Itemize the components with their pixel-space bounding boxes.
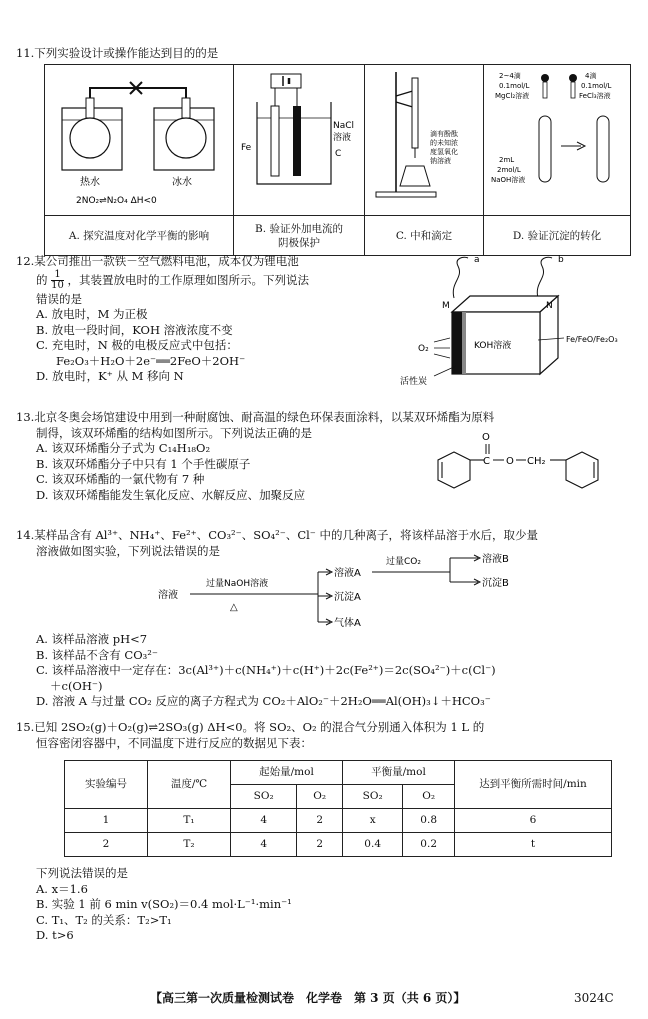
col-initial-amount: 起始量/mol bbox=[231, 761, 343, 785]
conc-3-label: 2mol/L bbox=[497, 166, 521, 174]
q11-figure-d bbox=[484, 65, 631, 216]
fraction-denominator: 10 bbox=[51, 280, 64, 292]
hot-water-label: 热水 bbox=[80, 177, 100, 188]
drops-2-label: 4滴 bbox=[585, 72, 597, 80]
electrode-m-label: M bbox=[442, 301, 450, 311]
q14-stem-line2: 溶液做如图实验，下列说法错误的是 bbox=[36, 543, 220, 558]
wire-a-label: a bbox=[474, 255, 480, 265]
flask-label-line4: 钠溶液 bbox=[430, 157, 451, 165]
q13-option-a: A. 该双环烯酯分子式为 C₁₄H₁₈O₂ bbox=[36, 441, 211, 456]
col-initial-o2: O₂ bbox=[297, 785, 343, 809]
table-row bbox=[65, 809, 612, 833]
col-temperature: 温度/℃ bbox=[148, 761, 231, 809]
question-15-options bbox=[16, 866, 630, 944]
electrode-n-label: N bbox=[546, 301, 553, 311]
fecl3-label: FeCl₃溶液 bbox=[579, 92, 611, 100]
q13-option-d: D. 该双环烯酯能发生氧化反应、水解反应、加聚反应 bbox=[36, 487, 306, 502]
q11-option-b-line2: 阴极保护 bbox=[278, 236, 320, 249]
table-cell: 4 bbox=[231, 833, 297, 857]
equilibrium-equation: 2NO₂⇌N₂O₄ ΔH<0 bbox=[76, 196, 157, 206]
q12-stem2-post: ，其装置放电时的工作原理如图所示。下列说法 bbox=[67, 272, 310, 287]
methylene-group: CH₂ bbox=[527, 456, 546, 467]
question-11 bbox=[16, 46, 630, 62]
flask-label-line1: 滴有酚酞 bbox=[430, 130, 458, 138]
volume-label: 2mL bbox=[499, 156, 515, 164]
ester-oxygen: O bbox=[506, 456, 514, 467]
q11-option-b-line1: B. 验证外加电流的 bbox=[255, 222, 343, 235]
table-cell: 2 bbox=[297, 833, 343, 857]
flow-start-solution: 溶液 bbox=[158, 590, 178, 601]
table-cell: 4 bbox=[231, 809, 297, 833]
q12-stem-line1: 12.某公司推出一款铁－空气燃料电池，成本仅为锂电池 bbox=[16, 254, 299, 268]
equilibrium-flasks-figure bbox=[46, 66, 232, 210]
question-14-options bbox=[16, 632, 630, 710]
titration-figure bbox=[366, 66, 482, 210]
q13-stem-line1: 13.北京冬奥会场馆建设中用到一种耐腐蚀、耐高温的绿色环保表面涂料，以某双环烯酯为原料 bbox=[16, 410, 495, 424]
col-eq-so2: SO₂ bbox=[342, 785, 402, 809]
col-eq-o2: O₂ bbox=[403, 785, 455, 809]
table-cell: 2 bbox=[65, 833, 148, 857]
flow-precipitate-b: 沉淀B bbox=[482, 578, 509, 589]
table-cell: 6 bbox=[455, 809, 612, 833]
iron-electrode-label: Fe bbox=[241, 143, 252, 153]
paper-code: 3024C bbox=[574, 991, 614, 1005]
table-cell: 1 bbox=[65, 809, 148, 833]
flow-heat-symbol: △ bbox=[230, 602, 238, 613]
question-15 bbox=[16, 720, 630, 751]
solution-label: 溶液 bbox=[333, 133, 352, 143]
flask-label-line3: 度氢氧化 bbox=[430, 148, 458, 156]
carbonyl-oxygen: O bbox=[482, 432, 490, 443]
iron-electrode-material-label: Fe/FeO/Fe₂O₃ bbox=[566, 335, 618, 344]
q11-option-a: A. 探究温度对化学平衡的影响 bbox=[45, 216, 234, 256]
flow-solution-b: 溶液B bbox=[482, 554, 509, 565]
q12-option-b: B. 放电一段时间，KOH 溶液浓度不变 bbox=[36, 322, 233, 337]
q12-option-d: D. 放电时，K⁺ 从 M 移向 N bbox=[36, 369, 184, 384]
q15-option-b: B. 实验 1 前 6 min v(SO₂)＝0.4 mol·L⁻¹·min⁻¹ bbox=[36, 897, 292, 912]
q15-stem-line2: 恒容密闭容器中，不同温度下进行反应的数据见下表： bbox=[36, 735, 312, 750]
q11-option-d: D. 验证沉淀的转化 bbox=[484, 216, 631, 256]
col-experiment-id: 实验编号 bbox=[65, 761, 148, 809]
q14-option-a: A. 该样品溶液 pH<7 bbox=[36, 632, 148, 646]
q12-stem2-pre: 的 bbox=[36, 272, 48, 287]
q11-figure-a bbox=[45, 65, 234, 216]
q14-stem-line1: 14.某样品含有 Al³⁺、NH₄⁺、Fe²⁺、CO₃²⁻、SO₄²⁻、Cl⁻ 中的几种离子，将该样品溶于水后，取少量 bbox=[16, 528, 539, 542]
koh-solution-label: KOH溶液 bbox=[474, 341, 512, 351]
ion-test-flowchart bbox=[150, 550, 550, 632]
table-cell: t bbox=[455, 833, 612, 857]
naoh-label: NaOH溶液 bbox=[491, 176, 526, 184]
col-equilibrium-amount: 平衡量/mol bbox=[342, 761, 454, 785]
table-cell: T₂ bbox=[148, 833, 231, 857]
table-cell: x bbox=[342, 809, 402, 833]
col-initial-so2: SO₂ bbox=[231, 785, 297, 809]
q11-figure-b bbox=[234, 65, 365, 216]
table-cell: 0.8 bbox=[403, 809, 455, 833]
q11-figure-c bbox=[365, 65, 484, 216]
table-cell: 0.2 bbox=[403, 833, 455, 857]
q14-option-d: D. 溶液 A 与过量 CO₂ 反应的离子方程式为 CO₂＋AlO₂⁻＋2H₂O══Al(OH)₃↓＋HCO₃⁻ bbox=[36, 694, 491, 709]
q11-option-b bbox=[234, 216, 365, 256]
q12-option-c-equation: Fe₂O₃＋H₂O＋2e⁻══2FeO＋2OH⁻ bbox=[56, 353, 246, 368]
ice-water-label: 冰水 bbox=[172, 177, 192, 188]
conc-2-label: 0.1mol/L bbox=[581, 82, 612, 90]
flask-label-line2: 的未知浓 bbox=[430, 139, 458, 147]
q13-option-b: B. 该双环烯酯分子中只有 1 个手性碳原子 bbox=[36, 456, 251, 471]
table-row bbox=[65, 833, 612, 857]
bicyclic-ester-structure bbox=[420, 430, 616, 504]
conc-1-label: 0.1mol/L bbox=[499, 82, 530, 90]
q14-option-c-continued: ＋c(OH⁻) bbox=[50, 678, 103, 693]
q15-ask: 下列说法错误的是 bbox=[36, 866, 128, 880]
nacl-label: NaCl bbox=[333, 121, 355, 131]
q15-stem-line1: 15.已知 2SO₂(g)＋O₂(g)⇌2SO₃(g) ΔH<0。将 SO₂、O₂ 的混合气分别通入体积为 1 L 的 bbox=[16, 720, 485, 734]
footer-title: 【高三第一次质量检测试卷 化学卷 第 3 页（共 6 页）】 bbox=[150, 991, 466, 1005]
drops-1-label: 2~4滴 bbox=[499, 72, 521, 80]
q14-option-c: C. 该样品溶液中一定存在：3c(Al³⁺)＋c(NH₄⁺)＋c(H⁺)＋2c(Fe²⁺)＝2c(SO₄²⁻)＋c(Cl⁻) bbox=[36, 663, 496, 678]
q13-option-c: C. 该双环烯酯的一氯代物有 7 种 bbox=[36, 472, 205, 487]
carbonyl-carbon: C bbox=[483, 456, 490, 467]
q15-data-table bbox=[64, 760, 612, 857]
q11-stem: 11.下列实验设计或操作能达到目的的是 bbox=[16, 46, 219, 60]
flow-reagent-co2: 过量CO₂ bbox=[386, 557, 421, 567]
col-time-to-equilibrium: 达到平衡所需时间/min bbox=[455, 761, 612, 809]
q12-option-a: A. 放电时，M 为正极 bbox=[36, 307, 148, 322]
flow-reagent-naoh: 过量NaOH溶液 bbox=[206, 579, 269, 589]
table-cell: 2 bbox=[297, 809, 343, 833]
mgcl2-label: MgCl₂溶液 bbox=[495, 92, 530, 100]
q12-option-c: C. 充电时，N 极的电极反应式中包括： bbox=[36, 338, 238, 353]
table-cell: T₁ bbox=[148, 809, 231, 833]
flow-gas-a: 气体A bbox=[334, 618, 361, 629]
q15-option-a: A. x＝1.6 bbox=[36, 881, 88, 896]
cathodic-protection-figure bbox=[235, 66, 363, 210]
flow-solution-a: 溶液A bbox=[334, 568, 361, 579]
carbon-electrode-label: C bbox=[335, 149, 342, 159]
q13-stem-line2: 制得，该双环烯酯的结构如图所示。下列说法正确的是 bbox=[36, 425, 312, 440]
q15-option-c: C. T₁、T₂ 的关系：T₂>T₁ bbox=[36, 912, 172, 927]
q11-experiment-table bbox=[44, 64, 631, 256]
fraction-numerator: 1 bbox=[51, 270, 64, 282]
flow-precipitate-a: 沉淀A bbox=[334, 592, 361, 603]
table-cell: 0.4 bbox=[342, 833, 402, 857]
activated-carbon-label: 活性炭 bbox=[400, 377, 428, 387]
wire-b-label: b bbox=[558, 255, 564, 265]
precipitate-conversion-figure bbox=[485, 66, 629, 210]
q15-option-d: D. t>6 bbox=[36, 928, 74, 943]
oxygen-label: O₂ bbox=[418, 344, 429, 354]
titration-flask-label bbox=[430, 129, 460, 165]
q14-option-b: B. 该样品不含有 CO₃²⁻ bbox=[36, 647, 158, 662]
q11-option-c: C. 中和滴定 bbox=[365, 216, 484, 256]
fraction-one-tenth bbox=[51, 270, 64, 292]
q12-stem-line3: 错误的是 bbox=[36, 291, 82, 306]
iron-air-battery-figure bbox=[398, 252, 634, 392]
